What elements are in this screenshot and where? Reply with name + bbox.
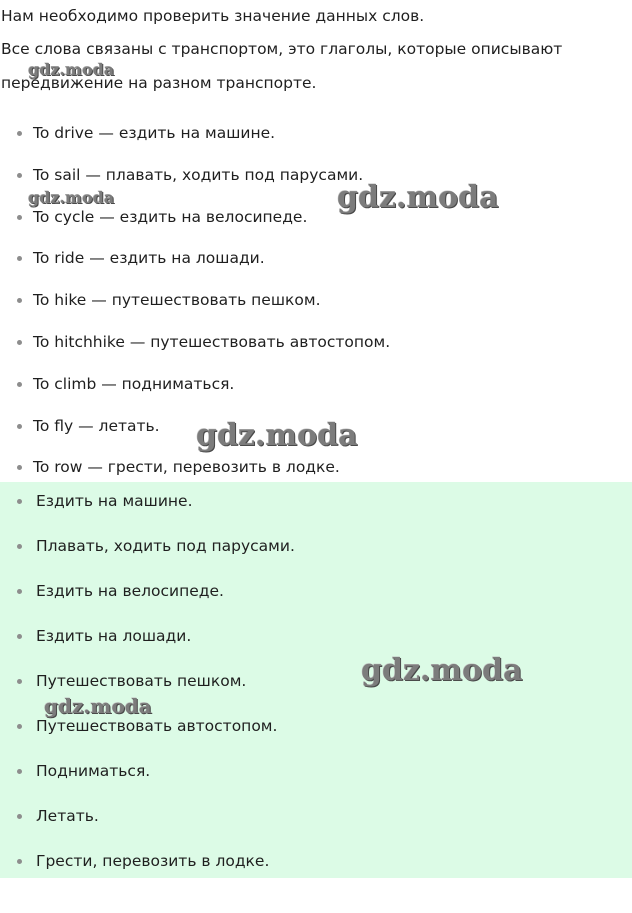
watermark-logo: gdz.moda (44, 694, 152, 718)
watermark-logo: gdz.moda (28, 60, 115, 79)
watermark-logo: gdz.moda (196, 418, 358, 453)
verb-text: To fly — летать. (33, 417, 160, 435)
bullet-icon (17, 340, 22, 345)
watermark-logo: gdz.moda (28, 188, 115, 207)
bullet-icon (17, 679, 22, 684)
answer-text: Путешествовать автостопом. (36, 717, 278, 735)
answer-text: Грести, перевозить в лодке. (36, 852, 270, 870)
bullet-icon (17, 589, 22, 594)
bullet-icon (17, 499, 22, 504)
bullet-icon (17, 424, 22, 429)
bullet-icon (17, 814, 22, 819)
verb-text: To drive — ездить на машине. (33, 124, 276, 142)
intro-line-3: передвижение на разном транспорте. (1, 74, 317, 92)
bullet-icon (17, 382, 22, 387)
bullet-icon (17, 298, 22, 303)
bullet-icon (17, 131, 22, 136)
watermark-logo: gdz.moda (337, 180, 499, 215)
answer-text: Ездить на лошади. (36, 627, 192, 645)
bullet-icon (17, 859, 22, 864)
answer-text: Подниматься. (36, 762, 151, 780)
bullet-icon (17, 769, 22, 774)
bullet-icon (17, 544, 22, 549)
watermark-logo: gdz.moda (361, 653, 523, 688)
verb-text: To sail — плавать, ходить под парусами. (33, 166, 364, 184)
verb-text: To ride — ездить на лошади. (33, 249, 265, 267)
bullet-icon (17, 256, 22, 261)
verb-text: To hitchhike — путешествовать автостопом. (33, 333, 391, 351)
intro-line-2: Все слова связаны с транспортом, это глаголы, которые описывают (1, 40, 563, 58)
verb-text: To climb — подниматься. (33, 375, 235, 393)
intro-line-1: Нам необходимо проверить значение данных слов. (1, 7, 425, 25)
verb-text: To row — грести, перевозить в лодке. (33, 458, 340, 476)
verb-text: To hike — путешествовать пешком. (33, 291, 321, 309)
verb-text: To cycle — ездить на велосипеде. (33, 208, 308, 226)
answer-text: Путешествовать пешком. (36, 672, 247, 690)
bullet-icon (17, 215, 22, 220)
answer-text: Ездить на машине. (36, 492, 193, 510)
answer-text: Плавать, ходить под парусами. (36, 537, 295, 555)
bullet-icon (17, 724, 22, 729)
bullet-icon (17, 173, 22, 178)
answer-text: Ездить на велосипеде. (36, 582, 224, 600)
bullet-icon (17, 465, 22, 470)
bullet-icon (17, 634, 22, 639)
answer-text: Летать. (36, 807, 99, 825)
